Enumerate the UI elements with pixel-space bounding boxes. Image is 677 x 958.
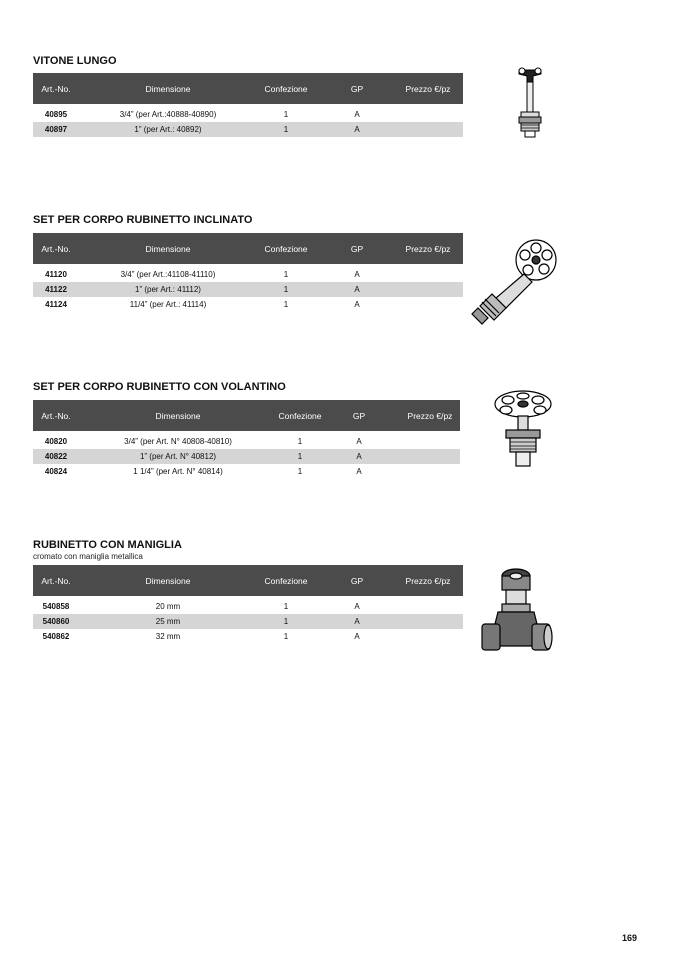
cell-confezione: 1 (283, 617, 289, 626)
cell-dimensione: 3/4” (per Art.:40888-40890) (119, 110, 217, 119)
header-confezione: Confezione (278, 411, 322, 421)
table-row (33, 464, 460, 479)
cell-gp: A (354, 300, 360, 309)
table-row (33, 107, 463, 122)
cell-art-no: 41122 (45, 285, 67, 294)
cell-gp: A (354, 602, 360, 611)
cell-confezione: 1 (297, 467, 303, 476)
cell-gp: A (356, 437, 362, 446)
header-confezione: Confezione (264, 244, 308, 254)
table-row (33, 599, 463, 614)
cell-dimensione: 20 mm (155, 602, 181, 611)
header-dimensione: Dimensione (145, 244, 191, 254)
section-rubinetto-maniglia (33, 539, 451, 641)
section-title: SET PER CORPO RUBINETTO INCLINATO (33, 214, 253, 226)
header-gp: GP (350, 576, 364, 586)
valve-with-handle-icon (478, 566, 554, 662)
section-title: SET PER CORPO RUBINETTO CON VOLANTINO (33, 381, 286, 393)
cell-confezione: 1 (283, 300, 289, 309)
table-header (33, 400, 460, 431)
product-table (33, 73, 463, 137)
handwheel-valve-set-icon (488, 386, 558, 476)
cell-art-no: 40822 (44, 452, 68, 461)
cell-art-no: 40897 (44, 125, 68, 134)
cell-dimensione: 3/4” (per Art. N° 40808-40810) (124, 437, 232, 446)
cell-dimensione: 32 mm (155, 632, 181, 641)
table-row (33, 434, 460, 449)
cell-gp: A (354, 125, 360, 134)
cell-gp: A (354, 285, 360, 294)
cell-dimensione: 1” (per Art.: 41112) (135, 285, 201, 294)
header-gp: GP (350, 84, 364, 94)
product-table (33, 233, 463, 312)
long-valve-spindle-icon (505, 64, 555, 142)
table-row (33, 282, 463, 297)
header-prezzo: Prezzo €/pz (405, 84, 451, 94)
cell-dimensione: 3/4” (per Art.:41108-41110) (120, 270, 216, 279)
header-dimensione: Dimensione (145, 84, 191, 94)
header-prezzo: Prezzo €/pz (407, 411, 453, 421)
cell-dimensione: 1 1/4” (per Art. N° 40814) (133, 467, 223, 476)
table-header (33, 565, 463, 596)
table-row (33, 122, 463, 137)
cell-art-no: 540860 (42, 617, 70, 626)
cell-confezione: 1 (283, 632, 289, 641)
section-vitone-lungo (33, 55, 451, 134)
cell-art-no: 540858 (42, 602, 70, 611)
header-dimensione: Dimensione (155, 411, 201, 421)
table-row (33, 267, 463, 282)
header-gp: GP (350, 244, 364, 254)
cell-art-no: 540862 (42, 632, 70, 641)
section-title: VITONE LUNGO (33, 55, 117, 67)
header-confezione: Confezione (264, 576, 308, 586)
table-row (33, 449, 460, 464)
cell-gp: A (356, 452, 362, 461)
section-title: RUBINETTO CON MANIGLIA (33, 539, 182, 551)
header-art-no: Art.-No. (41, 576, 71, 586)
header-prezzo: Prezzo €/pz (405, 244, 451, 254)
cell-confezione: 1 (297, 452, 303, 461)
cell-art-no: 41124 (45, 300, 67, 309)
cell-gp: A (354, 617, 360, 626)
product-table (33, 400, 460, 479)
header-art-no: Art.-No. (41, 84, 71, 94)
table-row (33, 614, 463, 629)
table-header (33, 73, 463, 104)
cell-confezione: 1 (283, 270, 289, 279)
cell-dimensione: 1” (per Art. N° 40812) (139, 452, 217, 461)
header-art-no: Art.-No. (41, 244, 71, 254)
cell-confezione: 1 (283, 285, 289, 294)
inclined-valve-set-icon (466, 236, 562, 328)
section-set-corpo-volantino (33, 381, 453, 476)
header-confezione: Confezione (264, 84, 308, 94)
cell-dimensione: 25 mm (155, 617, 181, 626)
table-row (33, 297, 463, 312)
table-header (33, 233, 463, 264)
section-set-corpo-inclinato (33, 214, 451, 309)
header-gp: GP (352, 411, 366, 421)
cell-confezione: 1 (297, 437, 303, 446)
cell-dimensione: 1” (per Art.: 40892) (134, 125, 202, 134)
header-prezzo: Prezzo €/pz (405, 576, 451, 586)
cell-confezione: 1 (283, 125, 289, 134)
cell-gp: A (356, 467, 362, 476)
header-art-no: Art.-No. (41, 411, 71, 421)
header-dimensione: Dimensione (145, 576, 191, 586)
cell-gp: A (354, 270, 360, 279)
cell-gp: A (354, 632, 360, 641)
cell-gp: A (354, 110, 360, 119)
product-table (33, 565, 463, 644)
cell-dimensione: 11/4” (per Art.: 41114) (129, 300, 207, 309)
cell-art-no: 40820 (44, 437, 68, 446)
cell-art-no: 40824 (44, 467, 68, 476)
cell-confezione: 1 (283, 602, 289, 611)
table-row (33, 629, 463, 644)
cell-confezione: 1 (283, 110, 289, 119)
page-number: 169 (622, 933, 638, 943)
cell-art-no: 41120 (45, 270, 67, 279)
section-subtitle: cromato con maniglia metallica (33, 552, 143, 561)
cell-art-no: 40895 (44, 110, 68, 119)
